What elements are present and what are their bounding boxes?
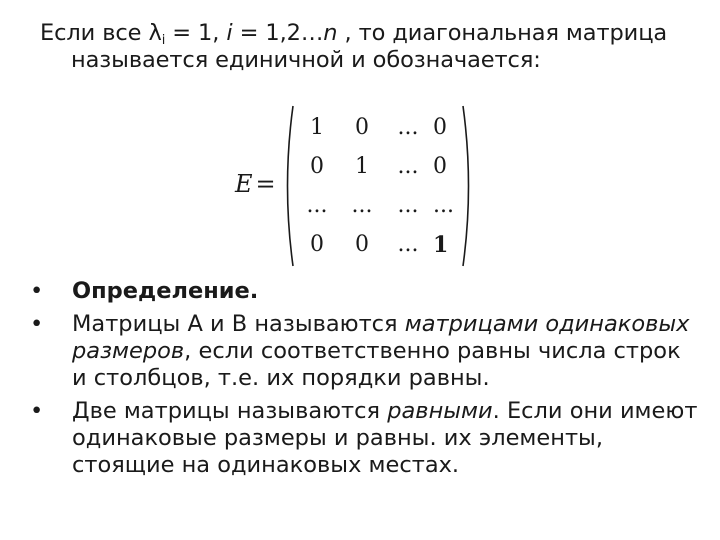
right-paren-icon: [461, 104, 475, 268]
bullet-text: . Если они имеют одинаковые размеры и равны. их элементы, стоящие на одинаковых местах.: [72, 398, 698, 478]
bullet-icon: •: [30, 311, 44, 337]
matrix-cell: 1: [355, 154, 369, 179]
matrix-cell: 1: [433, 231, 449, 258]
index-variable: i: [226, 20, 233, 46]
matrix-cell: ...: [397, 232, 419, 257]
definition-heading: Определение.: [72, 278, 259, 304]
bullet-item-same-size: [30, 311, 700, 392]
matrix-cell: ...: [397, 115, 419, 140]
matrix-cell: 0: [355, 115, 369, 140]
intro-text-2: = 1,: [165, 20, 227, 46]
bullet-item-definition: [30, 278, 700, 305]
matrix-cell: 1: [310, 115, 324, 140]
matrix-cell: ...: [351, 193, 373, 218]
matrix-cell: 0: [433, 154, 447, 179]
identity-matrix: [231, 104, 481, 268]
bullet-text: Две матрицы называются: [72, 398, 388, 424]
bullet-list: [30, 278, 700, 485]
bullet-icon: •: [30, 278, 44, 304]
term-same-size: матрицами одинаковых размеров: [72, 311, 690, 364]
intro-text-1: Если все λ: [40, 20, 162, 46]
matrix-label: [235, 170, 276, 198]
matrix-cell: 0: [310, 232, 324, 257]
intro-text-3: = 1,2…: [232, 20, 324, 46]
matrix-cell: 0: [433, 115, 447, 140]
matrix-cell: ...: [397, 193, 419, 218]
matrix-cell: 0: [310, 154, 324, 179]
matrix-grid: [293, 108, 458, 264]
matrix-cell: ...: [433, 193, 454, 218]
matrix-cell: ...: [306, 193, 328, 218]
bullet-icon: •: [30, 398, 44, 424]
lambda-subscript: i: [161, 33, 166, 48]
matrix-cell: ...: [397, 154, 419, 179]
equals-sign: =: [255, 170, 276, 198]
matrix-name: E: [235, 170, 253, 198]
bullet-text: Матрицы А и В называются: [72, 311, 405, 337]
bullet-text: , если соответственно равны числа строк и столбцов, т.е. их порядки равны.: [72, 338, 681, 391]
intro-text-4: , то диагональная матрица: [337, 20, 668, 46]
matrix-cell: 0: [355, 232, 369, 257]
n-variable: n: [323, 20, 338, 46]
term-equal: равными: [387, 398, 493, 424]
bullet-item-equal: [30, 398, 700, 479]
intro-line-2: называется единичной и обозначается:: [71, 47, 541, 73]
intro-paragraph: [40, 20, 710, 74]
